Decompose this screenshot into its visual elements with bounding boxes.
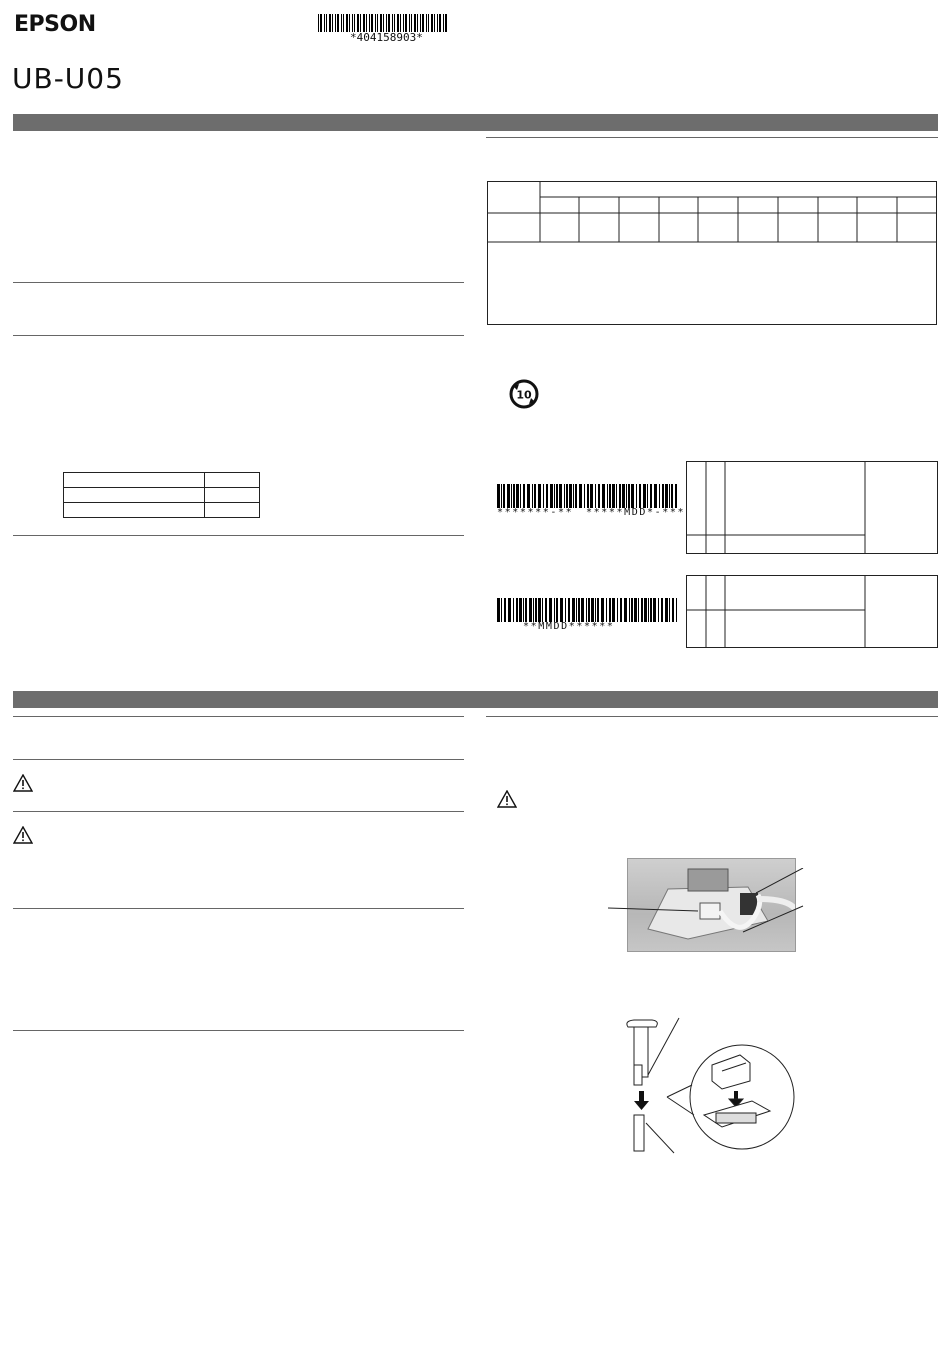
label-table-2 (686, 575, 938, 648)
installation-diagram (612, 1015, 797, 1160)
divider (13, 535, 464, 536)
divider (13, 811, 464, 812)
epson-logo: EPSON (14, 12, 96, 37)
warning-icon (497, 790, 517, 808)
document-barcode (318, 14, 448, 32)
recycling-number: 10 (516, 388, 532, 402)
recycling-10-icon (508, 378, 540, 410)
label-barcode-1-left-text: *******-** (497, 507, 574, 518)
warning-icon (13, 774, 33, 792)
label-barcode-2-text: **MMDD****** (523, 621, 615, 632)
label-table-1 (686, 461, 938, 554)
spec-table (63, 472, 260, 518)
divider (486, 716, 938, 717)
label-barcode-1 (497, 484, 677, 508)
photo-callout-lines (608, 868, 808, 938)
warning-icon (13, 826, 33, 844)
section-header-bar-2 (13, 691, 938, 708)
label-barcode-2 (497, 598, 677, 622)
divider (13, 282, 464, 283)
divider (486, 137, 938, 138)
label-barcode-1-right-text: *****MDD*-*** (586, 507, 686, 518)
divider (13, 335, 464, 336)
section-header-bar-1 (13, 114, 938, 131)
divider (13, 1030, 464, 1031)
model-name: UB-U05 (12, 62, 124, 95)
document-barcode-text: *404158903* (350, 31, 423, 44)
substance-table (487, 181, 937, 325)
divider (13, 716, 464, 717)
divider (13, 908, 464, 909)
divider (13, 759, 464, 760)
